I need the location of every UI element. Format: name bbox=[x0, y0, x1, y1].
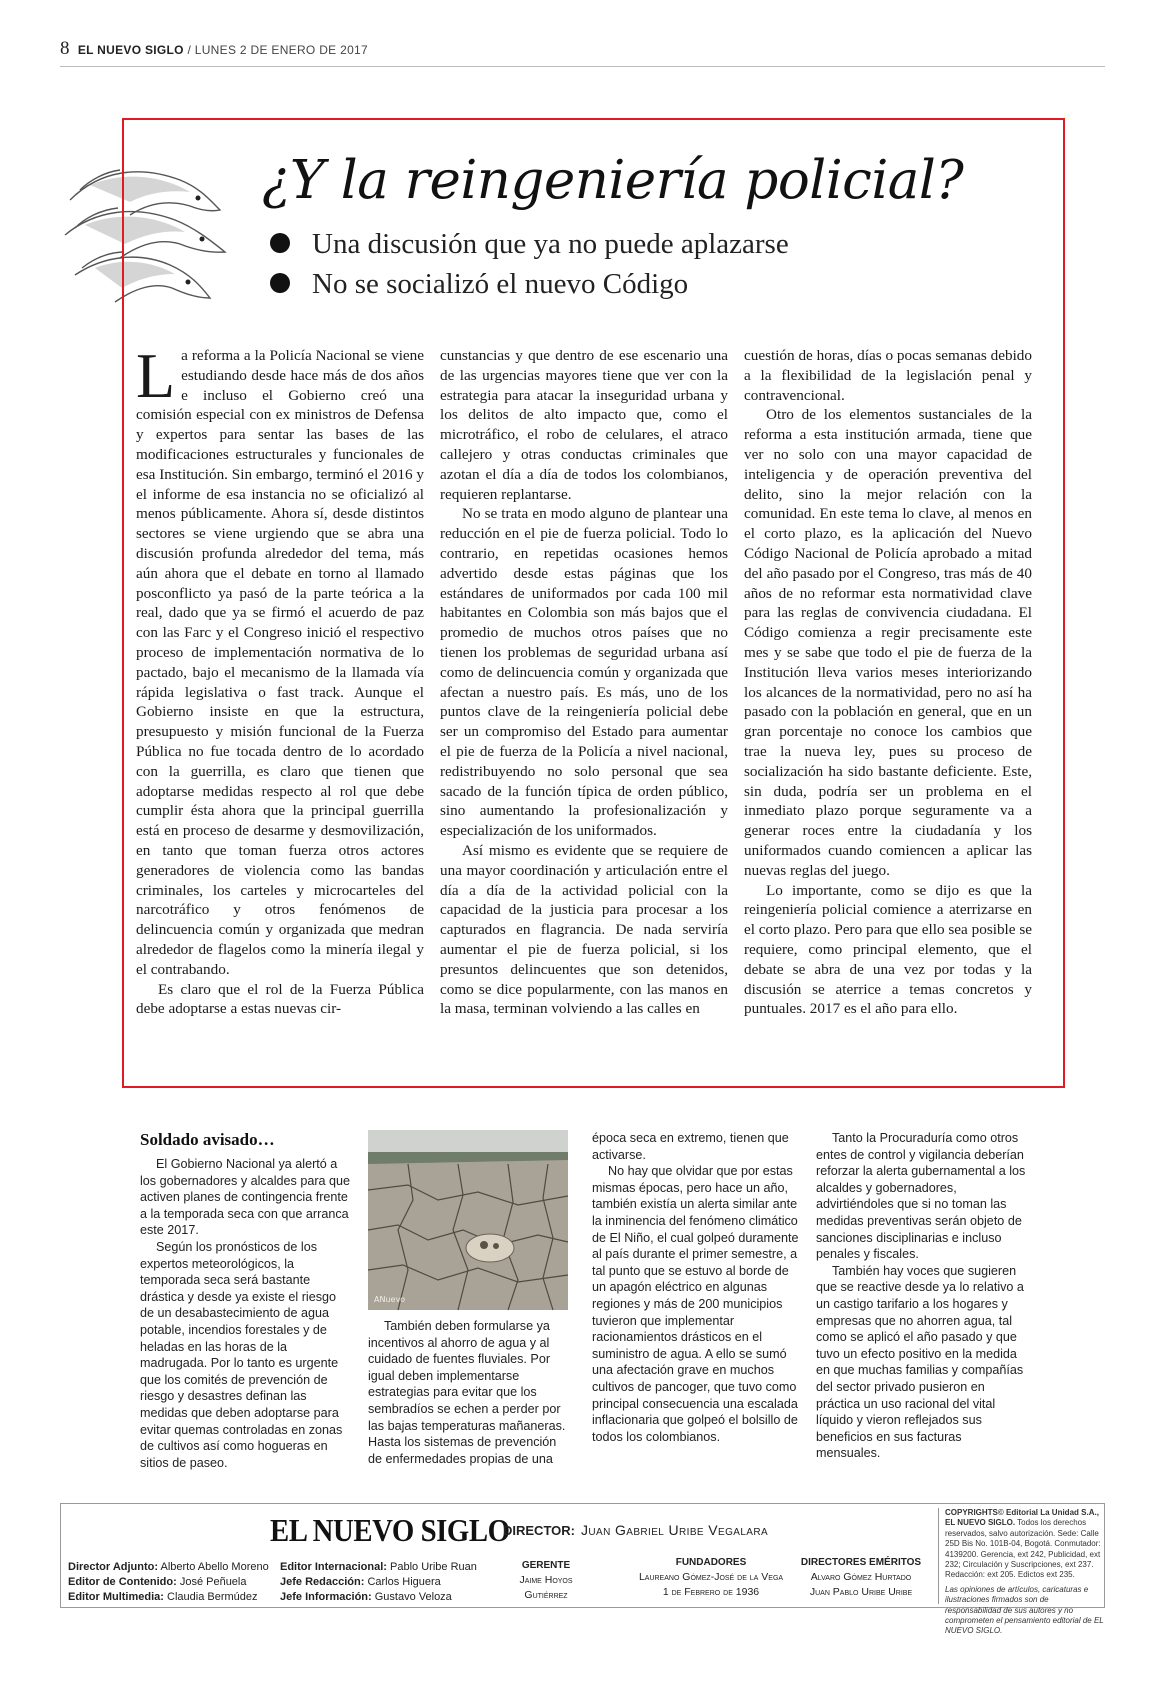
folio-publication: EL NUEVO SIGLO bbox=[77, 43, 184, 57]
gerente-label: GERENTE bbox=[521, 1560, 571, 1571]
paragraph: También deben formularse ya incentivos al ahorro de agua y al cuidado de fuentes fluviales. Por igual deben implementarse estrategias para evitar que los sembradíos se echen a perder por las bajas temperaturas mañaneras. Hasta los sistemas de prevención de enfermedades propias de una bbox=[368, 1319, 566, 1466]
director-name: Juan Gabriel Uribe Vegalara bbox=[580, 1522, 769, 1538]
paragraph: época seca en extremo, tienen que activarse. bbox=[592, 1131, 789, 1162]
deck-line-1 bbox=[270, 228, 789, 261]
staff-name: José Peñuela bbox=[179, 1576, 247, 1588]
copyright-block bbox=[938, 1508, 1105, 1636]
fundadores-label: FUNDADORES bbox=[675, 1557, 747, 1568]
fundadores-names: Laureano Gómez-José de la Vega bbox=[638, 1571, 784, 1583]
paragraph: No hay que olvidar que por estas mismas épocas, pero hace un año, también existía un alerta similar ante la inminencia del fenómeno climático de El Niño, el cual golpeó duramente al país durante el primer semestre, a tal punto que se estuvo al borde de un apagón eléctrico en algunas regiones y más de 200 municipios tuvieron que implementar racionamientos drásticos en el suministro de agua. A ello se sumó una afectación grave en muchos cultivos de pancoger, que tuvo como principal consecuencia una escalada inflacionaria que golpeó el bolsillo de todos los colombianos. bbox=[592, 1164, 799, 1444]
secondary-column-2 bbox=[368, 1318, 568, 1478]
staff-list-left bbox=[68, 1560, 269, 1605]
staff-role: Director Adjunto: bbox=[68, 1561, 159, 1573]
staff-role: Editor de Contenido: bbox=[68, 1576, 177, 1588]
emeritos-name-2: Juan Pablo Uribe Uribe bbox=[809, 1586, 913, 1598]
staff-entry bbox=[68, 1590, 269, 1605]
editorial-headline: ¿Y la reingeniería policial? bbox=[262, 150, 964, 211]
folio-separator: / bbox=[187, 43, 192, 57]
deck-text: No se socializó el nuevo Código bbox=[312, 268, 689, 300]
copyright-head: COPYRIGHTS© Editorial La Unidad S.A., EL NUEVO SIGLO. bbox=[945, 1508, 1099, 1528]
paragraph bbox=[136, 340, 424, 980]
deck-line-2 bbox=[270, 268, 688, 301]
bullet-icon bbox=[270, 233, 290, 253]
staff-list-middle bbox=[280, 1560, 477, 1605]
staff-name: Gustavo Veloza bbox=[374, 1591, 452, 1603]
staff-role: Editor Internacional: bbox=[280, 1561, 387, 1573]
staff-name: Pablo Uribe Ruan bbox=[390, 1561, 477, 1573]
paragraph: cuestión de horas, días o pocas semanas debido a la flexibilidad de la legislación penal y contravencional. bbox=[744, 347, 1032, 404]
copyright-note: Las opiniones de artículos, caricaturas e ilustraciones firmados son de responsabilidad de sus autores y no comprometen el pensamiento editorial de EL NUEVO SIGLO. bbox=[945, 1584, 1104, 1636]
top-rule bbox=[60, 66, 1105, 67]
paragraph: Otro de los elementos sustanciales de la reforma a esta institución armada, tiene que ver no solo con una mayor capacidad de inteligencia y de operación preventiva del delito, sino la mejor relación con la comunidad. En este tema lo clave, al menos en el corto plazo, es la aplicación del Nuevo Código Nacional de Policía aprobado a mitad del año pasado por el Congreso, tras más de 40 años de no reformar esta normatividad clave para las reglas de convivencia ciudadana. El Código comienza a regir precisamente este mes y se sabe que todo el pie de fuerza de la Institución lleva varios meses interiorizando los alcances de la normatividad, pero no así ha pasado con la población en general, que en un gran porcentaje no conoce los cambios que trae la nueva ley, pues su proceso de socialización ha sido bastante deficiente. Este, sin duda, podría ser un problema en el inmediato plazo porque seguramente va a generar roces entre la ciudadanía y los uniformados cuando comiencen a aplicar las nuevas reglas del juego. bbox=[744, 406, 1032, 879]
paragraph: Así mismo es evidente que se requiere de una mayor coordinación y articulación entre el día a día de la actividad policial con la capacidad de la justicia para procesar a los capturados en flagrancia. De nada serviría aumentar el pie de fuerza policial, si los presuntos delincuentes que son detenidos, como se dice popularmente, con las manos en la masa, terminan volviendo a las calles en bbox=[440, 841, 728, 1018]
gerente-name-2: Gutiérrez bbox=[524, 1589, 568, 1601]
paragraph: No se trata en modo alguno de plantear una reducción en el pie de fuerza policial. Todo lo contrario, en repetidas ocasiones hemos advertido desde estas páginas que los estándares de uniformados por cada 100 mil habitantes en Colombia son más bajos que el promedio de muchos otros países que no tienen los problemas de seguridad urbana así como de delincuencia común y organizada que afectan a nuestro país. Es más, uno de los puntos clave de la reingeniería policial debe ser un compromiso del Estado para aumentar el pie de fuerza de la Policía a nivel nacional, redistribuyendo no solo personal que sea sacado de la función típica de orden público, sino aumentando la profesionalización y especialización de los uniformados. bbox=[440, 505, 728, 840]
page-number: 8 bbox=[60, 38, 70, 59]
staff-entry bbox=[280, 1590, 477, 1605]
copyright-body: Todos los derechos reservados, salvo autorización. Sede: Calle 25D Bis No. 101B-04, Bogotá. Conmutador: 4139200. Gerencia, ext 242, Publicidad, ext 232; Circulación y Suscripciones, ext 237. Redacción: ext 205. Edictos ext 235. bbox=[945, 1518, 1101, 1580]
emeritos-name-1: Alvaro Gómez Hurtado bbox=[810, 1571, 912, 1583]
drop-cap: L bbox=[136, 340, 176, 411]
deck-text: Una discusión que ya no puede aplazarse bbox=[312, 228, 789, 260]
staff-entry bbox=[68, 1575, 269, 1590]
staff-name: Carlos Higuera bbox=[367, 1576, 441, 1588]
gerente-block bbox=[496, 1558, 596, 1603]
secondary-heading: Soldado avisado… bbox=[140, 1130, 275, 1149]
editorial-column-1 bbox=[136, 340, 424, 1076]
paragraph: El Gobierno Nacional ya alertó a los gobernadores y alcaldes para que activen planes de contingencia frente a la temporada seca con que arranca este 2017. bbox=[140, 1157, 351, 1238]
director-label: DIRECTOR: bbox=[503, 1523, 575, 1538]
emeritos-label: DIRECTORES EMÉRITOS bbox=[800, 1557, 922, 1568]
paragraph-text: a reforma a la Policía Nacional se viene estudiando desde hace más de dos años e incluso el Gobierno creó una comisión especial con ex ministros de Defensa y expertos para sentar las bases de las modificaciones estructurales y funcionales de esa Institución. Sin embargo, terminó el 2016 y el informe de esa instancia no se oficializó al menos públicamente. Ahora sí, desde distintos sectores se viene urgiendo que se abra una discusión profunda alrededor del tema, más aún ahora que el debate en torno al llamado posconflicto ya pasó de la parte teórica a la real, dado que ya se firmó el acuerdo de paz con las Farc y el Congreso inició el respectivo proceso de implementación normativa de lo pactado, bajo el mecanismo de la llamada vía rápida legislativa o fast track. Aunque el Gobierno insiste en que la estructura, presupuesto y misión funcional de la Fuerza Pública no fue tocada dentro de lo acordado con la guerrilla, es claro que tienen que adoptarse medidas respecto al rol que debe cumplir ésta ahora que la principal guerrilla está en proceso de desarme y desmovilización, en tanto que toman fuerza otros actores generadores de violencia como las bandas criminales, los carteles y microcarteles del narcotráfico y otros fenómenos de delincuencia común y organizada que medran alrededor de flagelos como la minería ilegal y el contrabando. bbox=[136, 347, 424, 978]
staff-name: Claudia Bermúdez bbox=[167, 1591, 258, 1603]
staff-entry bbox=[68, 1560, 269, 1575]
staff-entry bbox=[280, 1560, 477, 1575]
editorial-column-2 bbox=[440, 346, 728, 1076]
paragraph: Lo importante, como se dijo es que la reingeniería policial comience a aterrizarse en el corto plazo. Pero para que ello sea posible se requiere, como principal elemento, que el debate se abra de una vez por todas y la discusión se aterrice a temas concretos y puntuales. 2017 es el año para ello. bbox=[744, 881, 1032, 1018]
gerente-name: Jaime Hoyos bbox=[519, 1574, 573, 1586]
secondary-column-4 bbox=[816, 1130, 1026, 1482]
secondary-column-3 bbox=[592, 1130, 802, 1482]
paragraph: Tanto la Procuraduría como otros entes de control y vigilancia deberían reforzar la alerta gubernamental a los alcaldes y gobernadores, advirtiéndoles que si no toman las medidas preventivas serán objeto de sanciones disciplinarias e incluso penales y fiscales. bbox=[816, 1131, 1026, 1262]
paragraph: También hay voces que sugieren que se reactive desde ya lo relativo a un castigo tarifario a los hogares y empresas que no ahorren agua, tal como se aplicó el año pasado y que tuvo un efecto positivo en la medida en que muchas familias y compañías del sector privado pusieron en práctica un uso racional del vital líquido y vieron reflejados sus beneficios en sus facturas mensuales. bbox=[816, 1263, 1024, 1461]
staff-role: Editor Multimedia: bbox=[68, 1591, 164, 1603]
staff-entry bbox=[280, 1575, 477, 1590]
paragraph: cunstancias y que dentro de ese escenario una de las urgencias mayores tiene que ver con la estrategia para atacar la inseguridad urbana y los delitos de alto impacto que, como el microtráfico, el robo de celulares, el atraco callejero y otras conductas criminales que azotan el día a día de todos los colombianos, requieren replantarse. bbox=[440, 347, 728, 503]
fundadores-date: 1 de Febrero de 1936 bbox=[662, 1586, 760, 1598]
photo-credit: ANuevo bbox=[374, 1295, 406, 1304]
paragraph: Según los pronósticos de los expertos meteorológicos, la temporada seca será bastante drástica y desde ya existe el riesgo de un desabastecimiento de agua potable, incendios forestales y de heladas en las horas de la madrugada. Por lo tanto es urgente que los comités de prevención de riesgo y desastres definan las medidas que deben adoptarse para evitar quemas controladas en zonas de cultivos así como hogueras en sitios de paseo. bbox=[140, 1239, 343, 1470]
staff-role: Jefe Redacción: bbox=[280, 1576, 365, 1588]
secondary-column-1 bbox=[140, 1156, 352, 1476]
dry-cracked-earth-photo bbox=[368, 1130, 568, 1310]
staff-name: Alberto Abello Moreno bbox=[160, 1561, 269, 1573]
folio-date: LUNES 2 DE ENERO DE 2017 bbox=[194, 43, 369, 57]
paragraph: Es claro que el rol de la Fuerza Pública debe adoptarse a estas nuevas cir- bbox=[136, 980, 424, 1018]
emeritos-block bbox=[796, 1555, 926, 1600]
page-folio bbox=[60, 38, 368, 60]
bullet-icon bbox=[270, 273, 290, 293]
editorial-column-3 bbox=[744, 346, 1032, 1076]
fundadores-block bbox=[616, 1555, 806, 1600]
staff-role: Jefe Información: bbox=[280, 1591, 372, 1603]
masthead-logo: EL NUEVO SIGLO bbox=[270, 1512, 510, 1548]
masthead-director bbox=[503, 1522, 768, 1538]
